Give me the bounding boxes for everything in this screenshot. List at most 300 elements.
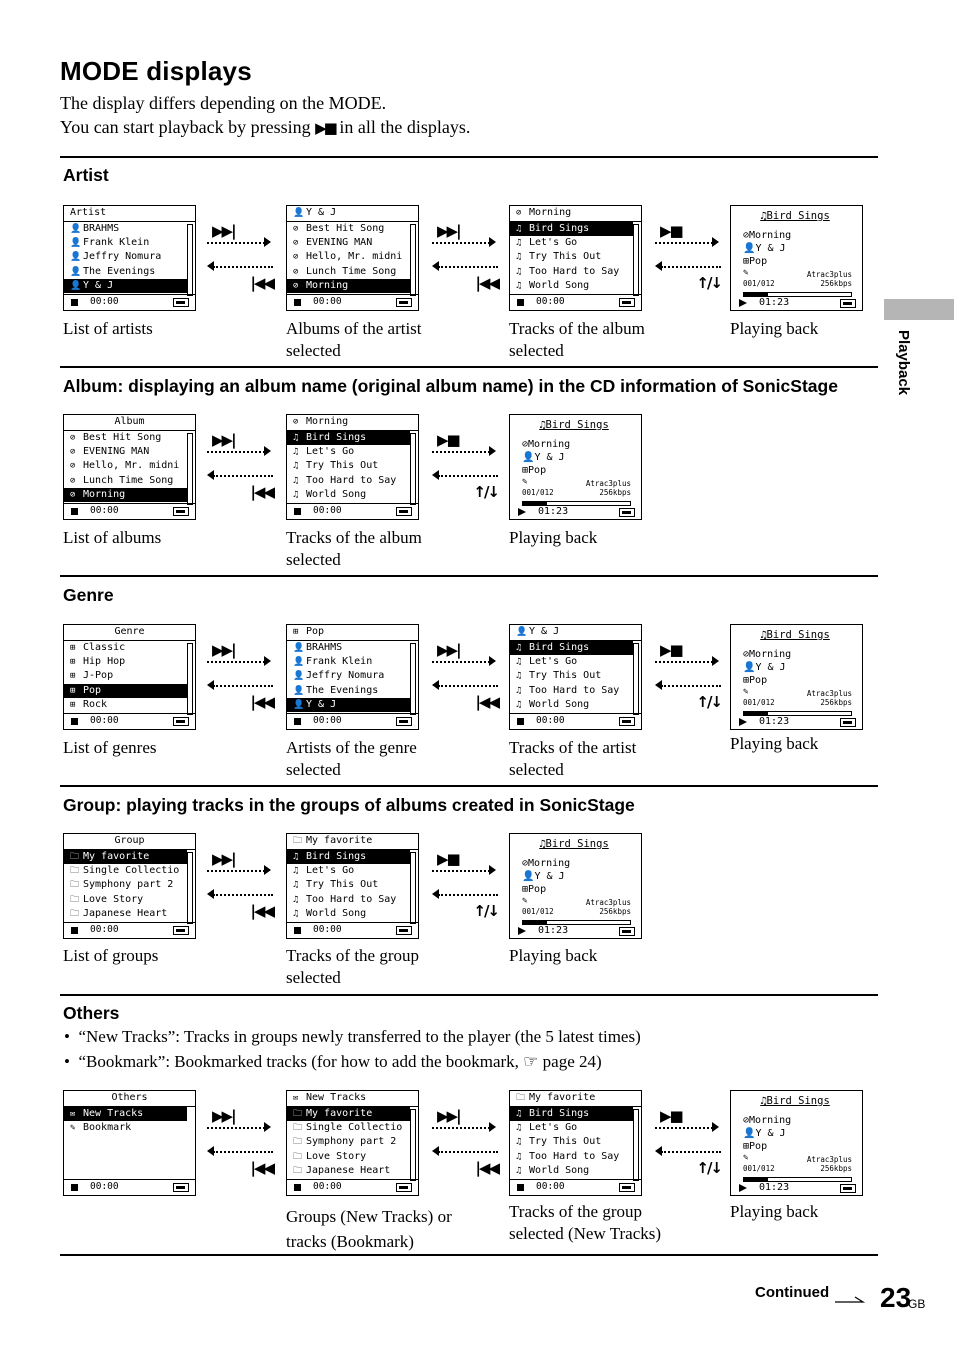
arrow-head-right-icon <box>489 237 496 247</box>
arrow-head-left-icon <box>432 470 439 480</box>
caption-list-of-albums: List of albums <box>63 528 162 547</box>
screen-footer <box>64 503 195 519</box>
forward-dotted-arrow <box>432 661 490 663</box>
list-item <box>287 474 410 488</box>
playing-genre <box>743 255 767 268</box>
list-item <box>64 698 187 712</box>
list-item-label: EVENING MAN <box>306 237 373 249</box>
forward-dotted-arrow <box>207 451 265 453</box>
caption-list-of-artists: List of artists <box>63 319 153 338</box>
playing-artist-text: Y & J <box>534 452 565 463</box>
music-note-icon: ♫ <box>516 671 522 682</box>
codec: Atrac3plus <box>806 1155 852 1164</box>
playing-footer <box>731 296 862 310</box>
section-rule <box>60 994 878 996</box>
list-item-label: World Song <box>529 698 590 710</box>
playing-time: 01:23 <box>759 297 790 308</box>
list-item <box>287 265 410 279</box>
screen-group-tracks <box>509 1090 642 1196</box>
screen-header-text: Album <box>114 416 145 427</box>
list-item-label: My favorite <box>83 851 150 862</box>
playing-artist-text: Y & J <box>755 662 786 673</box>
codec: Atrac3plus <box>585 898 631 907</box>
continued-arrow-icon <box>835 1296 865 1304</box>
back-dotted-arrow <box>213 266 273 268</box>
list-item <box>64 641 187 655</box>
bitrate: 256kbps <box>599 907 631 916</box>
playing-artist <box>743 242 786 255</box>
genre-icon: ⊞ <box>293 627 299 637</box>
album-icon: ⊘ <box>293 266 299 277</box>
list-item <box>64 488 187 502</box>
battery-icon <box>619 298 635 307</box>
section-heading-others: Others <box>63 1003 120 1023</box>
screen-header <box>64 415 195 431</box>
list-item <box>287 236 410 250</box>
track-number: 001/012 <box>743 279 775 288</box>
list-item-label: Too Hard to Say <box>306 893 397 905</box>
list-item-label: Hello, Mr. midni <box>83 460 180 472</box>
battery-icon <box>840 1184 856 1193</box>
back-dotted-arrow <box>213 475 273 477</box>
previous-track-icon: |◀◀ <box>475 693 498 711</box>
bitrate: 256kbps <box>820 1164 852 1173</box>
list-item <box>64 850 187 864</box>
artist-icon: 👤 <box>70 224 82 234</box>
album-icon: ⊘ <box>293 238 299 249</box>
arrow-head-right-icon <box>489 446 496 456</box>
scrollbar <box>187 852 193 924</box>
list-item <box>510 236 633 250</box>
list-item-label: New Tracks <box>83 1108 144 1119</box>
music-note-icon: ♫ <box>516 266 522 277</box>
side-tab-marker <box>884 299 954 320</box>
stop-icon <box>71 927 78 934</box>
playing-genre <box>743 674 767 687</box>
folder-icon: 🗀 <box>293 1109 303 1119</box>
screen-genre-artists <box>286 624 419 730</box>
up-down-icon: ↑/↓ <box>473 483 498 501</box>
list-item <box>287 1164 410 1178</box>
album-icon: ⊘ <box>70 475 76 486</box>
list-item-label: Lunch Time Song <box>83 474 174 486</box>
playing-time: 01:23 <box>538 925 569 936</box>
continued-label: Continued <box>755 1284 830 1301</box>
nav-forward-back <box>432 641 502 711</box>
screen-album-list <box>63 414 196 520</box>
music-note-icon: ♫ <box>293 908 299 919</box>
screen-header-text: Morning <box>529 207 572 218</box>
list-item-label: Try This Out <box>529 1136 602 1148</box>
battery-icon <box>173 717 189 726</box>
play-stop-symbol: ▶■ <box>315 119 335 137</box>
list-item <box>64 669 187 683</box>
album-icon: ⊘ <box>743 1115 750 1126</box>
track-number: 001/012 <box>743 1164 775 1173</box>
intro-line-1: The display differs depending on the MODE. <box>60 93 387 113</box>
nav-forward-back <box>432 222 502 292</box>
arrow-head-right-icon <box>489 865 496 875</box>
screen-header <box>64 834 195 850</box>
music-note-icon: ♫ <box>516 685 522 696</box>
list-item-label: Japanese Heart <box>83 907 168 919</box>
list-item <box>287 641 410 655</box>
playing-album-text: Morning <box>749 230 792 241</box>
bookmark-icon: ✎ <box>743 268 749 278</box>
battery-icon <box>173 926 189 935</box>
artist-icon: 👤 <box>70 252 82 263</box>
forward-dotted-arrow <box>432 242 490 244</box>
play-stop-icon: ▶■ <box>660 641 682 659</box>
playing-time: 01:23 <box>759 716 790 727</box>
battery-icon <box>173 507 189 516</box>
artist-icon: 👤 <box>70 266 82 277</box>
play-icon <box>518 927 526 935</box>
screen-group-tracks <box>286 833 419 939</box>
screen-new-tracks-groups <box>286 1090 419 1196</box>
list-item <box>64 250 187 264</box>
stop-icon <box>294 1184 301 1191</box>
song-title <box>749 1095 841 1107</box>
caption-playing-back: Playing back <box>730 319 819 338</box>
arrow-head-left-icon <box>207 261 214 271</box>
music-note-icon: ♫ <box>293 461 299 472</box>
list-item-label: Let's Go <box>529 1122 578 1134</box>
elapsed-time: 00:00 <box>536 715 565 726</box>
bitrate: 256kbps <box>820 698 852 707</box>
list-item-label: Rock <box>83 698 108 710</box>
list-item-label: The Evenings <box>83 265 156 277</box>
music-note-icon: ♫ <box>516 224 522 234</box>
elapsed-time: 00:00 <box>536 1181 565 1192</box>
list-item <box>510 1164 633 1178</box>
playing-footer <box>510 924 641 938</box>
codec: Atrac3plus <box>585 479 631 488</box>
music-note-icon: ♫ <box>516 657 522 668</box>
forward-dotted-arrow <box>655 661 713 663</box>
folder-icon: 🗀 <box>293 1165 303 1176</box>
music-note-icon: ♫ <box>516 1165 522 1176</box>
play-stop-icon: ▶■ <box>437 431 459 449</box>
album-icon: ⊘ <box>293 224 299 234</box>
playing-artist <box>743 1127 786 1140</box>
list-item-label: Hello, Mr. midni <box>306 251 403 263</box>
playing-genre-text: Pop <box>749 1141 768 1152</box>
list-item-label: Try This Out <box>529 670 602 682</box>
song-title-text: Bird Sings <box>766 210 830 222</box>
section-heading-artist: Artist <box>63 165 109 185</box>
screen-header-text: My favorite <box>529 1092 596 1103</box>
artist-icon: 👤 <box>743 1128 756 1139</box>
screen-footer <box>510 1179 641 1195</box>
scrollbar <box>187 224 193 296</box>
previous-track-icon: |◀◀ <box>250 693 273 711</box>
screen-playing-back <box>509 833 642 939</box>
list-item <box>287 1135 410 1149</box>
section-rule <box>60 575 878 577</box>
elapsed-time: 00:00 <box>90 715 119 726</box>
list-item <box>64 864 187 878</box>
screen-header-text: Pop <box>306 626 325 637</box>
song-title-text: Bird Sings <box>545 838 609 850</box>
genre-icon: ⊞ <box>743 675 750 686</box>
playing-album-text: Morning <box>528 439 571 450</box>
list-item <box>64 474 187 488</box>
forward-dotted-arrow <box>207 661 265 663</box>
playing-genre <box>743 1140 767 1153</box>
arrow-head-left-icon <box>655 680 662 690</box>
caption-albums-of-artist: Albums of the artist selected <box>286 319 422 360</box>
arrow-head-right-icon <box>264 237 271 247</box>
list-item-label: Jeffry Nomura <box>306 670 385 682</box>
bullet-new-tracks: • “New Tracks”: Tracks in groups newly transferred to the player (the 5 latest times) <box>64 1027 641 1046</box>
elapsed-time: 00:00 <box>313 505 342 516</box>
bullet-bookmark: • “Bookmark”: Bookmarked tracks (for how to add the bookmark, ☞ page 24) <box>64 1052 602 1071</box>
list-item-label: Let's Go <box>306 446 355 458</box>
list-item-label: World Song <box>306 488 367 500</box>
list-item-label: Pop <box>83 684 102 696</box>
music-note-icon: ♫ <box>293 894 299 905</box>
list-item <box>64 279 187 293</box>
back-dotted-arrow <box>661 266 721 268</box>
list-item-label: Too Hard to Say <box>529 265 620 277</box>
screen-header-text: Artist <box>70 207 107 218</box>
list-item <box>510 1135 633 1149</box>
arrow-head-left-icon <box>432 680 439 690</box>
track-number: 001/012 <box>522 488 554 497</box>
list-item-label: Hip Hop <box>83 656 126 668</box>
list-item <box>287 684 410 698</box>
playing-genre <box>522 464 546 477</box>
list-item <box>287 698 410 712</box>
arrow-head-right-icon <box>489 656 496 666</box>
play-stop-icon: ▶■ <box>660 222 682 240</box>
list-item <box>287 1150 410 1164</box>
up-down-icon: ↑/↓ <box>696 274 721 292</box>
section-rule <box>60 366 878 368</box>
play-stop-icon: ▶■ <box>660 1107 682 1125</box>
list-item-label: Love Story <box>306 1150 367 1162</box>
playing-album <box>743 1114 791 1127</box>
screen-header-text: Y & J <box>306 207 337 218</box>
screen-playing-back <box>730 624 863 730</box>
music-note-icon: ♫ <box>516 280 522 291</box>
folder-icon: 🗀 <box>293 1151 303 1162</box>
list-item <box>287 431 410 445</box>
list-item-label: Morning <box>83 488 126 500</box>
list-item-label: Bird Sings <box>529 642 590 653</box>
new-tracks-icon: ✉ <box>70 1109 76 1119</box>
back-dotted-arrow <box>661 1151 721 1153</box>
next-track-icon: ▶▶| <box>212 1107 235 1125</box>
previous-track-icon: |◀◀ <box>250 274 273 292</box>
list-item <box>64 1121 187 1135</box>
album-icon: ⊘ <box>516 208 522 218</box>
arrow-head-right-icon <box>712 656 719 666</box>
folder-icon: 🗀 <box>293 1137 303 1148</box>
screen-header <box>64 1091 195 1107</box>
scrollbar <box>633 643 639 715</box>
section-rule <box>60 156 878 158</box>
codec: Atrac3plus <box>806 270 852 279</box>
music-note-icon: ♫ <box>516 699 522 710</box>
battery-icon <box>619 717 635 726</box>
scrollbar <box>410 1109 416 1181</box>
screen-header-text: New Tracks <box>306 1092 367 1103</box>
screen-list <box>287 1107 410 1178</box>
album-icon: ⊘ <box>293 280 299 291</box>
artist-icon: 👤 <box>293 208 305 218</box>
album-icon: ⊘ <box>70 447 76 458</box>
screen-header <box>510 625 641 641</box>
list-item <box>287 279 410 293</box>
list-item-label: Bird Sings <box>529 223 590 234</box>
forward-dotted-arrow <box>207 1127 265 1129</box>
caption-artists-of-genre: Artists of the genre selected <box>286 738 417 779</box>
arrow-head-right-icon <box>264 1122 271 1132</box>
list-item <box>287 445 410 459</box>
screen-header-text: Others <box>111 1092 148 1103</box>
next-track-icon: ▶▶| <box>212 641 235 659</box>
music-note-icon: ♫ <box>516 1123 522 1134</box>
stop-icon <box>294 927 301 934</box>
artist-icon: 👤 <box>522 452 535 463</box>
list-item-label: Frank Klein <box>306 656 373 668</box>
section-heading-genre: Genre <box>63 585 114 605</box>
caption-tracks-of-group-new: Tracks of the group selected (New Tracks) <box>509 1202 662 1243</box>
forward-dotted-arrow <box>432 451 490 453</box>
list-item <box>64 878 187 892</box>
list-item-label: Try This Out <box>529 251 602 263</box>
list-item <box>287 864 410 878</box>
artist-icon: 👤 <box>743 243 756 254</box>
page-suffix: GB <box>908 1297 926 1311</box>
scrollbar <box>410 643 416 715</box>
playing-footer <box>731 715 862 729</box>
screen-list <box>64 641 187 712</box>
screen-header-text: My favorite <box>306 835 373 846</box>
genre-icon: ⊞ <box>743 1141 750 1152</box>
playing-album <box>743 229 791 242</box>
list-item <box>510 1121 633 1135</box>
scrollbar <box>410 224 416 296</box>
elapsed-time: 00:00 <box>313 715 342 726</box>
elapsed-time: 00:00 <box>90 1181 119 1192</box>
screen-list <box>287 222 410 293</box>
caption-list-of-groups: List of groups <box>63 946 159 965</box>
codec: Atrac3plus <box>806 689 852 698</box>
screen-header <box>287 415 418 431</box>
screen-list <box>287 850 410 921</box>
screen-group-list <box>63 833 196 939</box>
forward-dotted-arrow <box>655 242 713 244</box>
list-item-label: World Song <box>529 279 590 291</box>
nav-play-updown <box>432 850 502 920</box>
list-item <box>287 850 410 864</box>
next-track-icon: ▶▶| <box>437 641 460 659</box>
stop-icon <box>517 718 524 725</box>
screen-artist-albums <box>286 205 419 311</box>
scrollbar <box>410 433 416 505</box>
artist-icon: 👤 <box>70 238 82 249</box>
playing-artist <box>743 661 786 674</box>
genre-icon: ⊞ <box>70 671 76 682</box>
new-tracks-icon: ✉ <box>293 1093 299 1103</box>
caption-groups-or-tracks: Groups (New Tracks) or tracks (Bookmark) <box>286 1207 452 1251</box>
screen-playing-back <box>730 205 863 311</box>
nav-play-updown <box>655 641 725 711</box>
stop-icon <box>71 1184 78 1191</box>
nav-forward-back <box>207 222 277 292</box>
genre-icon: ⊞ <box>70 657 76 668</box>
artist-icon: 👤 <box>522 871 535 882</box>
folder-icon: 🗀 <box>70 880 80 891</box>
list-item <box>287 1121 410 1135</box>
list-item-label: BRAHMS <box>306 642 343 653</box>
song-title <box>528 838 620 850</box>
screen-artist-tracks <box>509 624 642 730</box>
screen-list <box>64 222 187 293</box>
back-dotted-arrow <box>213 685 273 687</box>
song-title-text: Bird Sings <box>766 1095 830 1107</box>
screen-header-text: Genre <box>114 626 145 637</box>
list-item <box>510 698 633 712</box>
playing-artist <box>522 870 565 883</box>
caption-tracks-of-artist: Tracks of the artist selected <box>509 738 637 779</box>
arrow-head-left-icon <box>432 261 439 271</box>
screen-header <box>64 625 195 641</box>
section-heading-album: Album: displaying an album name (original album name) in the CD information of SonicStage <box>63 376 838 396</box>
previous-track-icon: |◀◀ <box>475 274 498 292</box>
folder-icon: 🗀 <box>516 1093 526 1103</box>
list-item <box>64 265 187 279</box>
screen-tracks-of-album <box>509 205 642 311</box>
artist-icon: 👤 <box>293 685 305 696</box>
music-note-icon: ♫ <box>516 643 522 653</box>
album-icon: ⊘ <box>293 417 299 427</box>
list-item-label: Love Story <box>83 893 144 905</box>
song-title <box>749 210 841 222</box>
screen-header-text: Y & J <box>529 626 560 637</box>
album-icon: ⊘ <box>522 439 529 450</box>
battery-icon <box>396 1183 412 1192</box>
list-item-label: Let's Go <box>529 656 578 668</box>
list-item-label: Let's Go <box>306 865 355 877</box>
arrow-head-right-icon <box>712 237 719 247</box>
album-icon: ⊘ <box>743 230 750 241</box>
playing-album-text: Morning <box>749 649 792 660</box>
list-item-label: Classic <box>83 642 126 653</box>
folder-icon: 🗀 <box>70 852 80 862</box>
battery-icon <box>396 717 412 726</box>
back-dotted-arrow <box>213 894 273 896</box>
list-item-label: Too Hard to Say <box>529 684 620 696</box>
bitrate: 256kbps <box>820 279 852 288</box>
screen-footer <box>64 294 195 310</box>
list-item <box>64 655 187 669</box>
folder-icon: 🗀 <box>293 1123 303 1134</box>
battery-icon <box>396 507 412 516</box>
playing-genre <box>522 883 546 896</box>
caption-playing-back: Playing back <box>730 1202 819 1221</box>
screen-list <box>510 641 633 712</box>
list-item <box>287 669 410 683</box>
list-item <box>287 907 410 921</box>
bookmark-icon: ✎ <box>743 687 749 697</box>
folder-icon: 🗀 <box>70 908 80 919</box>
screen-footer <box>64 1179 195 1195</box>
music-note-icon: ♫ <box>293 880 299 891</box>
